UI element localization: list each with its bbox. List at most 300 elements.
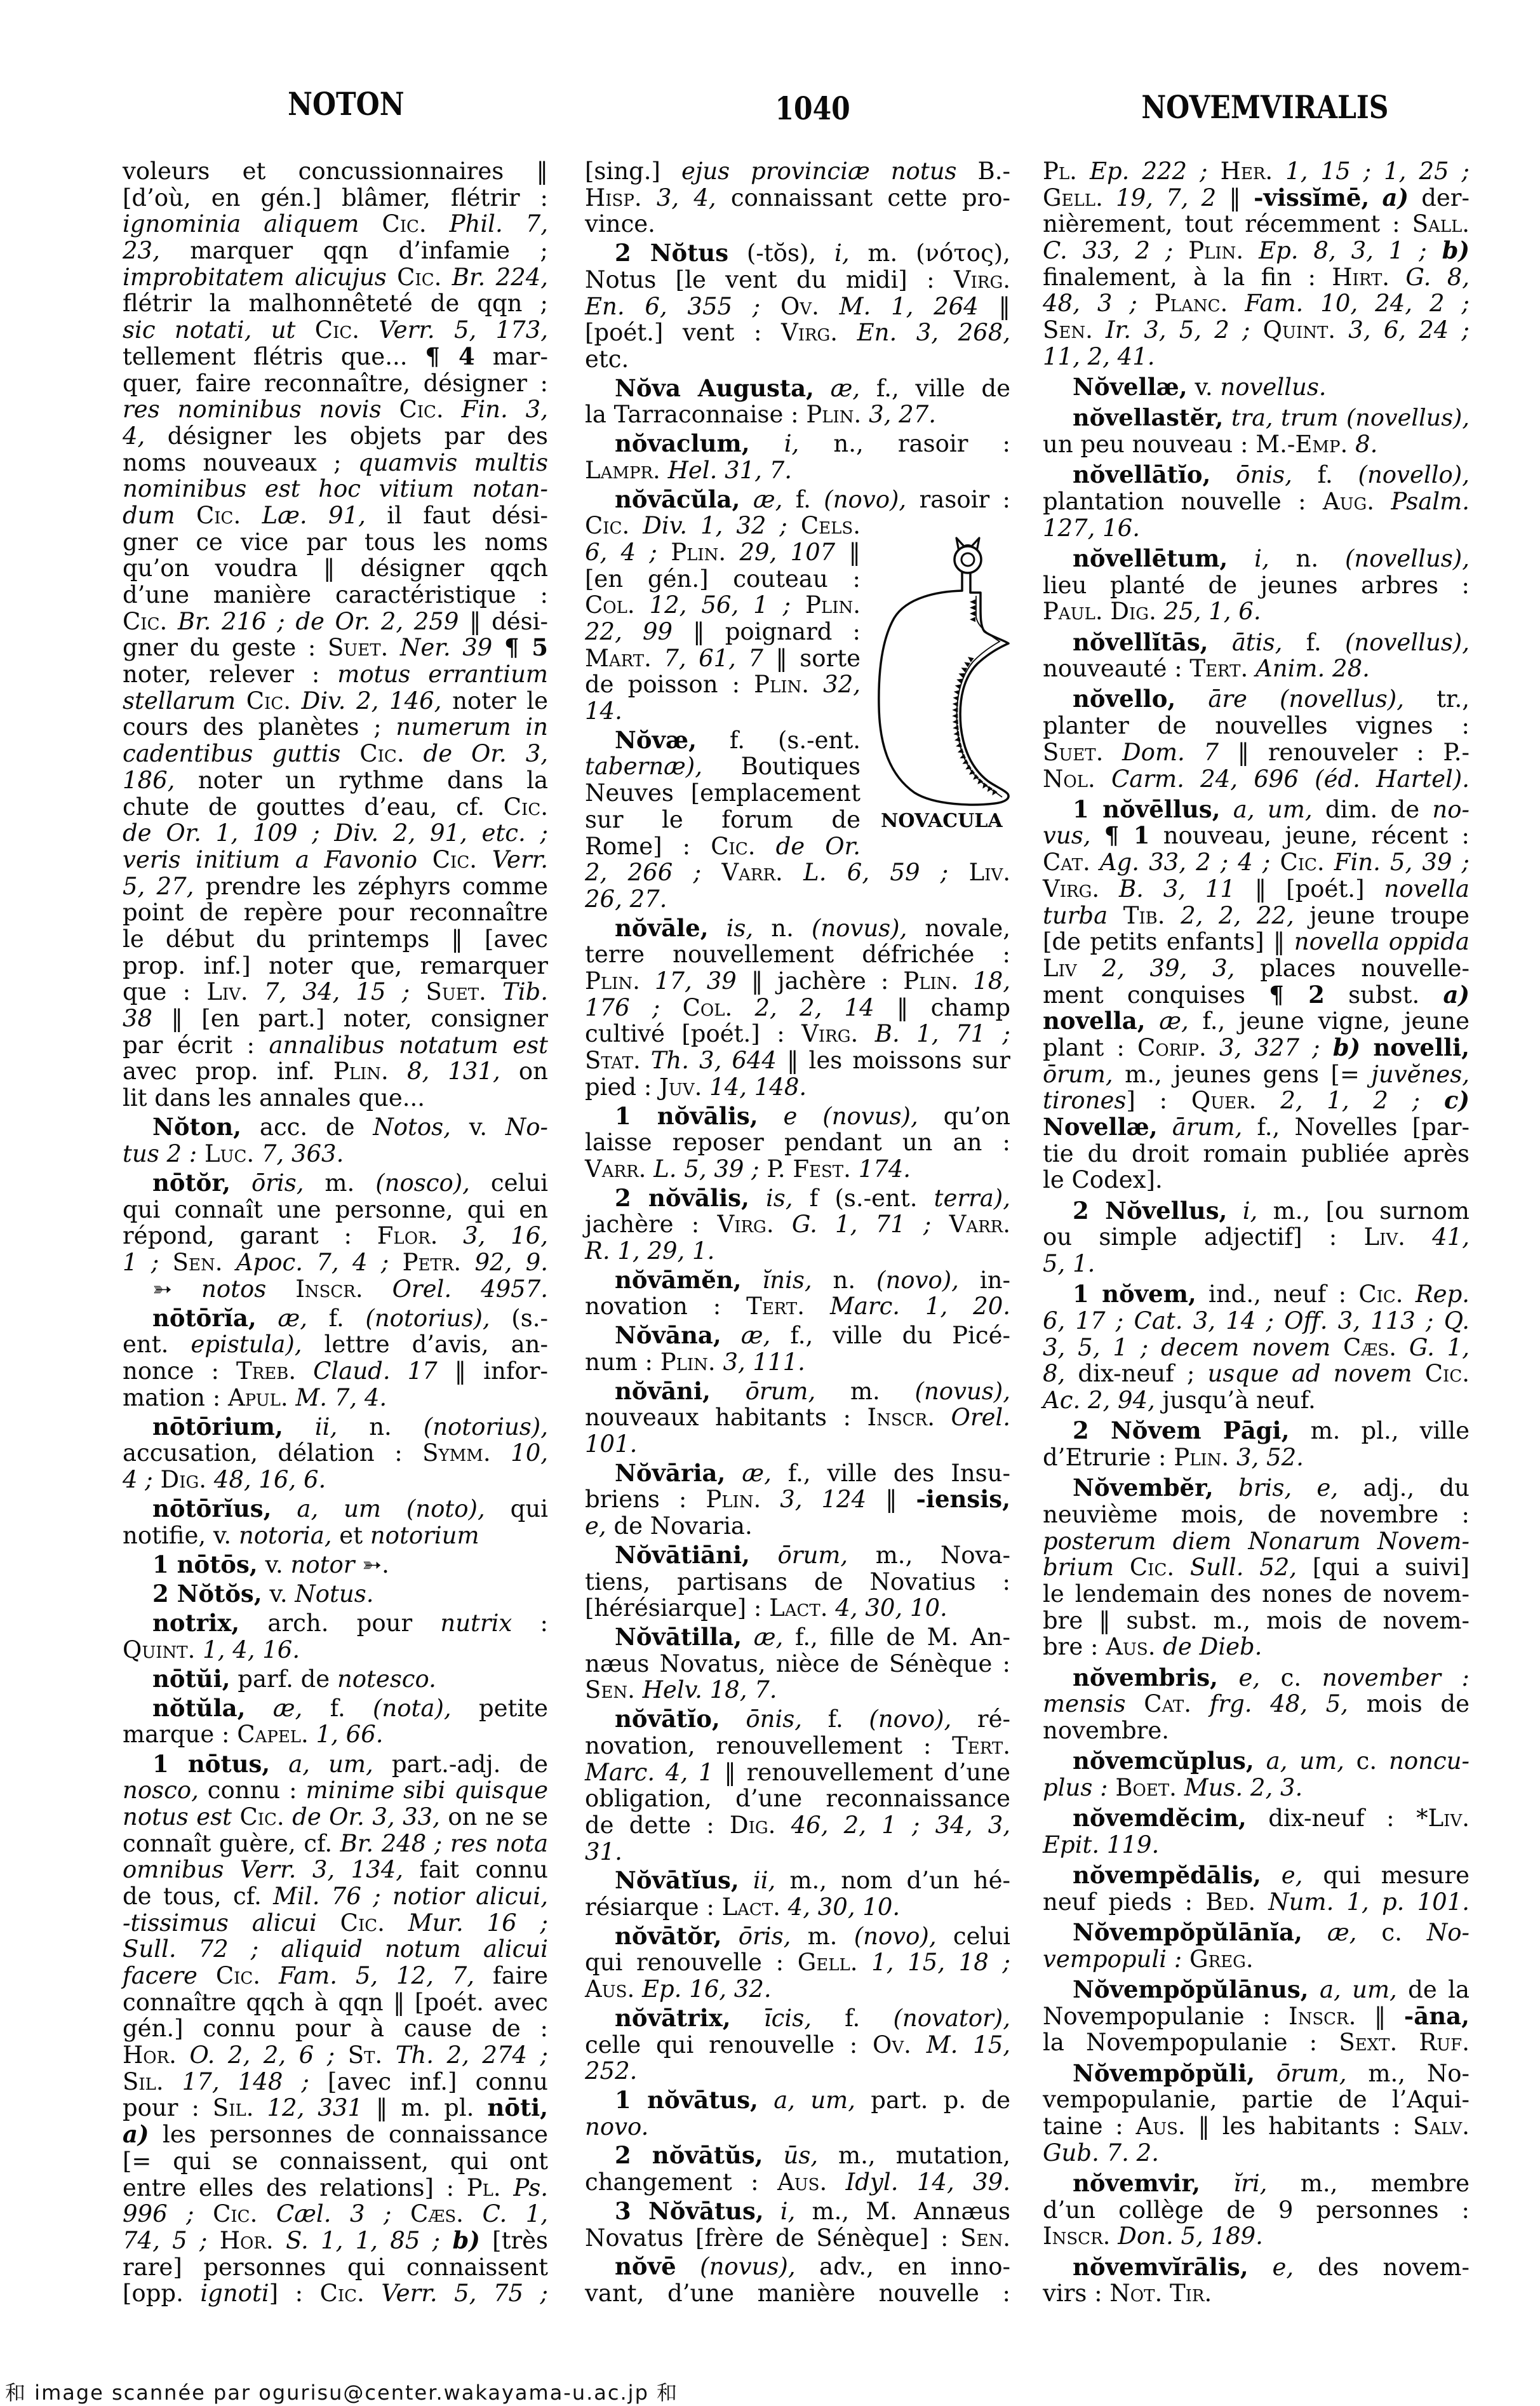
italic-text: Verr. 5, 75 ; xyxy=(381,2280,548,2308)
definition-text: Boutiques xyxy=(702,753,860,781)
text-line xyxy=(1043,431,1470,458)
italic-text: Helv. 18, 7. xyxy=(642,1676,777,1704)
text-line xyxy=(123,158,548,185)
definition-text: ‖ renouvellement d’une xyxy=(713,1758,1010,1786)
author-abbrev: Cic. xyxy=(432,845,477,873)
definition-text xyxy=(742,1623,754,1651)
definition-text xyxy=(676,2253,700,2280)
italic-text: 3, 27. xyxy=(869,401,936,429)
definition-text: cultivé [poét.] : xyxy=(585,1020,802,1048)
definition-text xyxy=(1165,902,1181,929)
definition-text: c. xyxy=(1344,1747,1389,1775)
italic-text: Th. 3, 644 xyxy=(650,1047,777,1075)
author-abbrev: Gell. xyxy=(797,1949,858,1977)
author-abbrev: Varr. xyxy=(949,1211,1011,1239)
definition-text: petite xyxy=(451,1694,548,1722)
definition-text: chute de gouttes d’eau, cf. xyxy=(123,793,504,821)
italic-text: 5, 27, xyxy=(123,872,194,900)
text-line xyxy=(123,608,548,635)
italic-text: 19, 7, 2 xyxy=(1116,184,1217,212)
text-line xyxy=(123,847,548,873)
italic-text: a, um, xyxy=(773,2087,856,2114)
text-line xyxy=(585,1211,1010,1238)
text-line xyxy=(123,1522,548,1549)
definition-text xyxy=(750,430,784,457)
text-line xyxy=(123,582,548,608)
entry-first-line xyxy=(585,1923,1010,1950)
italic-text: is, xyxy=(765,1184,793,1212)
definition-text: jusqu’à neuf. xyxy=(1155,1387,1316,1414)
author-abbrev: Aus. xyxy=(585,1975,635,2003)
author-abbrev: Liv xyxy=(1043,954,1077,982)
definition-text xyxy=(1403,1280,1416,1308)
definition-text: places nouvelle- xyxy=(1235,954,1470,982)
text-line xyxy=(1043,903,1470,929)
definition-text: ‖ infor- xyxy=(437,1357,548,1385)
text-line xyxy=(1043,290,1470,317)
text-line xyxy=(123,1777,548,1804)
text-line xyxy=(123,1831,548,1857)
italic-text: notorium xyxy=(370,1521,479,1549)
text-line xyxy=(123,1058,548,1085)
text-line xyxy=(123,635,548,661)
headword: nŏvāni, xyxy=(615,1376,711,1405)
text-line xyxy=(1043,488,1470,515)
definition-text xyxy=(389,1249,402,1276)
definition-text: rasoir : xyxy=(906,485,1010,513)
definition-text: novation : xyxy=(585,1293,747,1321)
definition-text xyxy=(814,375,831,402)
italic-text: (novellus), xyxy=(1344,628,1470,656)
definition-text: obligation, d’une reconnaissance xyxy=(585,1785,1010,1813)
definition-text: Notus [le vent du midi] : xyxy=(585,265,954,293)
text-line xyxy=(123,1440,548,1467)
italic-text: 92, 9. xyxy=(474,1248,548,1276)
headword: Nŏvātĭus, xyxy=(615,1866,739,1895)
definition-text xyxy=(1077,158,1090,185)
author-abbrev: Stat. xyxy=(585,1047,641,1075)
entry-first-line xyxy=(1043,2170,1470,2197)
definition-text: n., rasoir : xyxy=(799,430,1010,458)
definition-text xyxy=(948,859,968,886)
author-abbrev: Quer. xyxy=(1191,1087,1257,1115)
bold-text: -iensis, xyxy=(916,1485,1010,1514)
entry-first-line xyxy=(585,2254,1010,2280)
definition-text xyxy=(634,1975,642,2003)
definition-text xyxy=(236,687,246,715)
author-abbrev: Inscr. xyxy=(1288,2002,1356,2030)
definition-text xyxy=(492,634,504,661)
definition-text: næus Novatus, nièce de Sénèque : xyxy=(585,1650,1010,1677)
author-abbrev: Aus. xyxy=(777,2168,827,2196)
definition-text xyxy=(288,1384,296,1411)
text-line xyxy=(1043,876,1470,903)
definition-text: m., Nova- xyxy=(848,1541,1011,1569)
text-line xyxy=(1043,1554,1470,1581)
definition-text: prendre les zéphyrs comme xyxy=(194,872,548,900)
italic-text: epistula), xyxy=(191,1331,302,1359)
italic-text: de Or. 1, 109 ; Div. 2, 91, etc. ; xyxy=(123,819,548,847)
italic-text: quamvis multis xyxy=(358,448,548,476)
italic-text: 3, 16, xyxy=(463,1222,549,1250)
definition-text: noter le xyxy=(441,687,549,715)
definition-text xyxy=(1210,461,1236,488)
definition-text xyxy=(486,978,502,1005)
text-line xyxy=(123,1467,548,1493)
definition-text xyxy=(851,1155,859,1183)
definition-text: ➳ xyxy=(152,1275,201,1303)
definition-text: parf. de xyxy=(230,1665,337,1693)
definition-text xyxy=(1103,739,1122,766)
definition-text: f. xyxy=(782,485,824,513)
definition-text xyxy=(296,1357,313,1385)
headword: nŏvemvir, xyxy=(1073,2168,1201,2197)
author-abbrev: Sen. xyxy=(172,1248,223,1276)
definition-text: ‖ [en part.] noter, consigner xyxy=(152,1005,548,1032)
author-abbrev: Cæs. xyxy=(1343,1333,1396,1361)
italic-text: (novus), xyxy=(914,1377,1010,1405)
entry-first-line xyxy=(585,1706,1010,1733)
definition-text: in- xyxy=(958,1266,1010,1294)
definition-text xyxy=(1108,902,1123,929)
text-line xyxy=(123,767,548,794)
headword: nŏvemdĕcim, xyxy=(1073,1804,1247,1832)
headword: Nŏvāna, xyxy=(615,1321,721,1350)
definition-text xyxy=(153,1466,161,1493)
definition-text xyxy=(760,1155,767,1183)
author-abbrev: Salv. xyxy=(1413,2112,1470,2140)
definition-text: on ne se xyxy=(439,1803,549,1831)
author-abbrev: Varr. xyxy=(585,1155,646,1183)
italic-text: Rep. xyxy=(1415,1280,1470,1308)
definition-text: noter, relever : xyxy=(123,661,338,689)
definition-text: m. pl., ville xyxy=(1289,1417,1470,1445)
definition-text xyxy=(387,264,397,291)
text-line xyxy=(123,1358,548,1385)
italic-text: notus est xyxy=(123,1803,232,1831)
text-line xyxy=(123,1032,548,1059)
italic-text: Ep. 8, 3, 1 ; xyxy=(1259,237,1427,265)
definition-text xyxy=(731,2005,764,2032)
definition-text xyxy=(711,1378,746,1405)
text-line xyxy=(123,2228,548,2254)
italic-text: vempopuli : xyxy=(1043,1945,1182,1973)
author-abbrev: Capel. xyxy=(237,1721,309,1749)
definition-text: des novem- xyxy=(1294,2253,1470,2281)
definition-text: gner ce vice par tous les noms xyxy=(123,528,548,556)
definition-text: celui xyxy=(936,1922,1010,1950)
italic-text: 23, xyxy=(123,237,160,265)
text-line xyxy=(585,1349,1010,1376)
definition-text: ➳. xyxy=(354,1550,389,1578)
italic-text: Fin. 5, 39 ; xyxy=(1334,849,1470,877)
entry-first-line xyxy=(1043,1418,1470,1444)
headword: nōtŏr, xyxy=(152,1168,231,1197)
text-line xyxy=(585,1238,1010,1265)
italic-text: æ, xyxy=(1159,1007,1189,1035)
text-line xyxy=(585,1839,1010,1865)
italic-text: ōrum, xyxy=(745,1377,816,1405)
author-abbrev: Virg. xyxy=(1043,875,1100,903)
definition-text: point de repère pour reconnaître xyxy=(123,899,548,927)
definition-text xyxy=(716,1348,723,1376)
italic-text: ejus provinciæ notus xyxy=(681,158,957,185)
definition-text: quer, faire reconnaître, désigner : xyxy=(123,369,548,397)
author-abbrev: Sil. xyxy=(212,2094,254,2122)
italic-text: 48, 16, 6. xyxy=(213,1466,326,1494)
author-abbrev: Plin. xyxy=(1174,1443,1229,1471)
definition-text xyxy=(274,2227,286,2254)
definition-text: ré- xyxy=(951,1705,1010,1733)
definition-text xyxy=(1108,1774,1116,1801)
definition-text: lit dans les annales que... xyxy=(123,1084,425,1112)
definition-text: v. xyxy=(262,1580,295,1608)
text-line xyxy=(585,211,1010,238)
definition-text xyxy=(381,396,399,423)
author-abbrev: Liv. xyxy=(1428,1805,1470,1832)
headword: 2 nŏvātŭs, xyxy=(615,2141,763,2170)
author-abbrev: Plin. xyxy=(671,538,726,566)
definition-text: le début du printemps ‖ [avec xyxy=(123,925,548,953)
author-abbrev: Quint. xyxy=(1262,316,1336,344)
running-head-right-text: NOVEMVIRALIS xyxy=(1141,88,1389,126)
definition-text: de dette : xyxy=(585,1811,730,1839)
entry-first-line xyxy=(585,1103,1010,1130)
italic-text: 1, 66. xyxy=(316,1721,384,1749)
definition-text xyxy=(774,1211,792,1238)
definition-text xyxy=(248,978,264,1005)
definition-text xyxy=(641,1047,651,1074)
definition-text xyxy=(1095,765,1111,793)
italic-text: No- xyxy=(505,1113,548,1141)
definition-text xyxy=(444,396,462,423)
italic-text: (novo), xyxy=(824,485,907,513)
author-abbrev: Inscr. xyxy=(1043,2222,1111,2250)
italic-text: Mus. 2, 3. xyxy=(1184,1773,1303,1801)
definition-text xyxy=(461,1249,474,1276)
text-line xyxy=(1043,598,1470,625)
text-line xyxy=(1043,2197,1470,2224)
definition-text: marque : xyxy=(123,1721,238,1749)
definition-text xyxy=(1146,1007,1160,1035)
author-abbrev: Cat. xyxy=(1144,1690,1192,1718)
text-line xyxy=(1043,1717,1470,1744)
italic-text: stellarum xyxy=(123,687,236,715)
definition-text xyxy=(392,2200,411,2228)
text-line xyxy=(585,1129,1010,1156)
italic-text: 3, 111. xyxy=(723,1348,805,1376)
text-line xyxy=(123,1963,548,1989)
definition-text xyxy=(701,859,721,886)
italic-text: res nominibus novis xyxy=(123,396,382,424)
text-line xyxy=(123,290,548,317)
text-line xyxy=(1043,1581,1470,1608)
definition-text xyxy=(1137,290,1155,317)
definition-text: f., ville des Insu- xyxy=(771,1459,1010,1487)
definition-text xyxy=(1405,1223,1432,1251)
author-abbrev: Plin. xyxy=(660,1348,716,1376)
entry-first-line xyxy=(585,915,1010,942)
text-line xyxy=(585,566,860,593)
text-line xyxy=(123,2280,548,2307)
definition-text: fait connu xyxy=(403,1856,548,1884)
definition-text xyxy=(270,1751,288,1778)
definition-text: bre ‖ subst. m., mois de novem- xyxy=(1043,1606,1470,1634)
italic-text: ārum, xyxy=(1172,1113,1243,1141)
italic-text: (novus), xyxy=(700,2253,796,2281)
column-right xyxy=(1043,158,1470,2307)
definition-text: pour : xyxy=(123,2094,213,2122)
definition-text xyxy=(1174,1554,1190,1581)
text-line xyxy=(585,1074,1010,1101)
italic-text: a, um xyxy=(297,1495,381,1523)
italic-text: 252. xyxy=(585,2057,638,2085)
text-line xyxy=(1043,1224,1470,1251)
definition-text: mar- xyxy=(474,342,548,370)
definition-text: Rome] : xyxy=(585,832,711,860)
definition-text: [de petits enfants] ‖ xyxy=(1043,928,1294,956)
italic-text: ignoti xyxy=(200,2280,269,2308)
author-abbrev: Cic. xyxy=(397,263,442,291)
definition-text: ‖ les habitants : xyxy=(1185,2112,1414,2140)
italic-text: 32, xyxy=(823,671,860,699)
italic-text: i, xyxy=(1242,1197,1258,1225)
text-line xyxy=(1043,1087,1470,1114)
sense-marker: a) xyxy=(1382,183,1409,212)
definition-text: noter un rythme dans la xyxy=(175,766,548,794)
author-abbrev: Plin. xyxy=(1188,237,1244,265)
definition-text xyxy=(232,1803,239,1831)
author-abbrev: Gell. xyxy=(1043,184,1103,212)
italic-text: 3, 124 xyxy=(780,1486,867,1514)
entry-first-line xyxy=(123,1414,548,1441)
italic-text: posterum diem Nonarum Novem- xyxy=(1043,1527,1470,1555)
definition-text xyxy=(309,1721,316,1748)
text-line xyxy=(585,2058,1010,2085)
definition-text xyxy=(491,1439,511,1467)
bold-text: ¶ 5 xyxy=(504,633,548,662)
text-line xyxy=(585,2225,1010,2252)
text-line xyxy=(1043,1167,1470,1193)
text-line xyxy=(1043,572,1470,599)
italic-text: 3, 4, xyxy=(656,184,716,212)
italic-text: G. 1, 71 ; xyxy=(791,1211,932,1239)
definition-text xyxy=(787,512,801,539)
definition-text xyxy=(1389,264,1405,291)
definition-text: marquer qqn d’infamie ; xyxy=(159,237,548,265)
bold-text: -āna, xyxy=(1403,2001,1470,2030)
text-line xyxy=(585,968,1010,995)
definition-text: m. xyxy=(791,1922,854,1950)
italic-text: 996 ; xyxy=(123,2200,194,2228)
italic-text: īcis, xyxy=(763,2004,812,2032)
text-line xyxy=(123,423,548,450)
text-line xyxy=(585,1733,1010,1759)
author-abbrev: Cæs. xyxy=(410,2200,464,2228)
text-line xyxy=(585,346,1010,373)
author-abbrev: Cic. xyxy=(123,607,168,635)
text-line xyxy=(585,941,1010,968)
definition-text: der- xyxy=(1409,184,1470,212)
text-line xyxy=(123,2069,548,2095)
italic-text: no- xyxy=(1432,795,1470,823)
definition-text: qui xyxy=(485,1495,548,1523)
definition-text: mation : xyxy=(123,1383,228,1411)
italic-text: dum xyxy=(123,501,175,529)
definition-text: Novempopulanie : xyxy=(1043,2002,1289,2030)
definition-text: f., ville du Picé- xyxy=(770,1322,1010,1350)
entry-first-line xyxy=(585,2198,1010,2225)
text-line xyxy=(123,1385,548,1411)
italic-text: 3, 6, 24 ; xyxy=(1348,316,1470,344)
definition-text xyxy=(764,2198,780,2225)
italic-text: plus : xyxy=(1043,1773,1108,1801)
definition-text xyxy=(828,1594,836,1622)
definition-text: ‖ xyxy=(1216,184,1254,212)
italic-text: Ps. xyxy=(513,2174,548,2201)
author-abbrev: Sall. xyxy=(1412,210,1470,238)
italic-text: Phil. 7, xyxy=(449,210,548,238)
entry-first-line xyxy=(1043,1198,1470,1225)
text-line xyxy=(123,396,548,423)
definition-text xyxy=(1309,1976,1320,2003)
italic-text: nosco, xyxy=(123,1777,199,1805)
author-abbrev: Hisp. xyxy=(585,184,642,212)
italic-text: (novus), xyxy=(811,914,907,942)
headword: Nŏvempŏpŭli, xyxy=(1073,2059,1255,2087)
italic-text: 176 ; xyxy=(585,993,660,1021)
italic-text: brium xyxy=(1043,1554,1115,1582)
italic-text: Anim. 28. xyxy=(1255,655,1370,683)
definition-text xyxy=(417,846,432,873)
definition-text: la Tarraconnaise : xyxy=(585,401,807,429)
italic-text: Ep. 16, 32. xyxy=(641,1975,772,2003)
definition-text: f., fille de M. An- xyxy=(783,1623,1010,1651)
italic-text: november : xyxy=(1322,1663,1470,1691)
definition-text xyxy=(1223,404,1231,431)
text-line xyxy=(123,979,548,1005)
text-line xyxy=(123,1223,548,1249)
definition-text xyxy=(389,1058,407,1085)
italic-text: ii, xyxy=(314,1413,338,1441)
text-line xyxy=(123,1085,548,1112)
definition-text: novembre. xyxy=(1043,1716,1170,1744)
headword: nŏvācŭla, xyxy=(615,485,740,513)
author-abbrev: Varr. xyxy=(721,859,783,887)
entry-first-line xyxy=(585,1867,1010,1894)
definition-text xyxy=(464,2200,483,2228)
definition-text xyxy=(1427,237,1442,264)
definition-text: qui connaît une personne, qui en xyxy=(123,1195,548,1223)
italic-text: æ, xyxy=(753,1623,784,1651)
italic-text: ōrum, xyxy=(1276,2059,1347,2087)
definition-text: novale, xyxy=(907,914,1010,942)
author-abbrev: Plin. xyxy=(333,1058,389,1085)
headword: nŏvē xyxy=(615,2252,676,2281)
italic-text: 7, 61, 7 xyxy=(664,644,763,672)
definition-text: Novatus [frère de Sénèque] : xyxy=(585,2224,961,2252)
headword: Nŏvempŏpŭlānĭa, xyxy=(1073,1918,1302,1946)
italic-text: nominibus est hoc vitium notan- xyxy=(123,475,548,503)
text-line xyxy=(585,293,1010,320)
definition-text: le lendemain des nones de novem- xyxy=(1043,1580,1470,1608)
author-abbrev: Cic. xyxy=(1280,849,1325,877)
author-abbrev: Tert. xyxy=(952,1731,1010,1759)
italic-text: frg. 48, 5, xyxy=(1209,1690,1348,1718)
italic-text: (notorius), xyxy=(365,1304,490,1332)
italic-text: novellus. xyxy=(1220,373,1327,401)
definition-text xyxy=(295,316,314,344)
